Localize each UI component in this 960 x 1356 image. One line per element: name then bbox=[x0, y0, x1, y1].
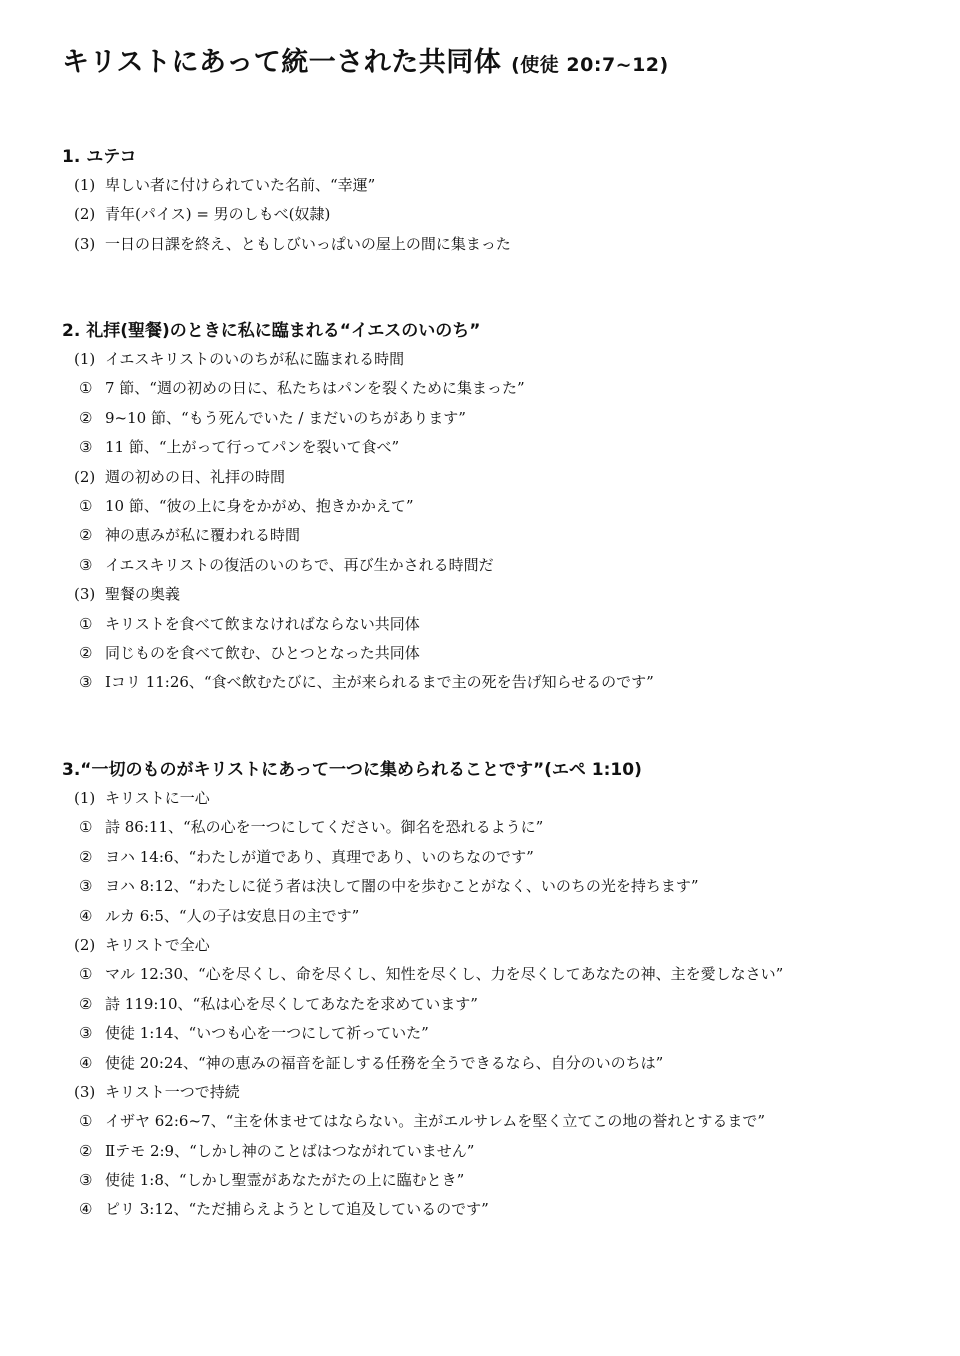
item-marker: ① bbox=[79, 965, 93, 984]
item-marker: ② bbox=[79, 1141, 93, 1160]
item-text: 9~10 節、“もう死んでいた / まだいのちがあります” bbox=[105, 408, 466, 427]
item-marker: ① bbox=[79, 818, 93, 837]
outline-point bbox=[62, 813, 920, 842]
item-marker: ① bbox=[79, 496, 93, 515]
item-text: マル 12:30、“心を尽くし、命を尽くし、知性を尽くし、力を尽くしてあなたの神、主を愛しなさい” bbox=[105, 965, 784, 984]
outline-subheading bbox=[62, 171, 920, 200]
item-marker: (3) bbox=[74, 1082, 96, 1101]
outline-point bbox=[62, 1019, 920, 1048]
item-marker: ② bbox=[79, 994, 93, 1013]
item-text: イエスキリストの復活のいのちで、再び生かされる時間だ bbox=[105, 555, 494, 574]
item-marker: (1) bbox=[74, 350, 96, 368]
outline-point bbox=[62, 374, 920, 403]
item-marker: (1) bbox=[74, 789, 96, 807]
item-text: ヨハ 14:6、“わたしが道であり、真理であり、いのちなのです” bbox=[105, 847, 534, 866]
outline-point bbox=[62, 639, 920, 668]
outline-point bbox=[62, 1195, 920, 1224]
section-1 bbox=[62, 143, 920, 259]
item-text: ピリ 3:12、“ただ捕らえようとして追及しているのです” bbox=[105, 1200, 489, 1219]
outline-subheading bbox=[62, 230, 920, 259]
item-text: 一日の日課を終え、ともしびいっぱいの屋上の間に集まった bbox=[105, 234, 511, 253]
outline-subheading bbox=[62, 200, 920, 229]
item-marker: (2) bbox=[74, 935, 96, 954]
item-text: キリストを食べて飲まなければならない共同体 bbox=[105, 614, 420, 633]
item-text: Ⅰコリ 11:26、“食べ飲むたびに、主が来られるまで主の死を告げ知らせるのです” bbox=[105, 673, 654, 692]
item-text: キリストで全心 bbox=[105, 935, 210, 954]
outline-subheading bbox=[62, 1078, 920, 1107]
item-marker: ① bbox=[79, 379, 93, 398]
outline-point bbox=[62, 551, 920, 580]
item-text: 11 節、“上がって行ってパンを裂いて食べ” bbox=[105, 438, 400, 457]
item-marker: (2) bbox=[74, 205, 96, 224]
item-marker: ③ bbox=[79, 877, 93, 896]
outline-subheading bbox=[62, 463, 920, 492]
item-marker: ② bbox=[79, 408, 93, 427]
outline-point bbox=[62, 610, 920, 639]
item-marker: ② bbox=[79, 847, 93, 866]
item-text: 卑しい者に付けられていた名前、“幸運” bbox=[105, 176, 376, 194]
item-marker: ② bbox=[79, 643, 93, 662]
outline-point bbox=[62, 1049, 920, 1078]
item-marker: (3) bbox=[74, 585, 96, 604]
outline-subheading bbox=[62, 931, 920, 960]
item-text: 青年(パイス) = 男のしもべ(奴隷) bbox=[105, 205, 331, 224]
item-marker: ④ bbox=[79, 906, 93, 925]
outline-point bbox=[62, 1166, 920, 1195]
item-marker: ① bbox=[79, 614, 93, 633]
item-text: 神の恵みが私に覆われる時間 bbox=[105, 526, 301, 545]
item-marker: ④ bbox=[79, 1053, 93, 1072]
item-marker: (1) bbox=[74, 176, 96, 194]
item-text: 使徒 20:24、“神の恵みの福音を証しする任務を全うできるなら、自分のいのちは” bbox=[105, 1053, 664, 1072]
outline-point bbox=[62, 872, 920, 901]
section-2 bbox=[62, 317, 920, 698]
outline-point bbox=[62, 1137, 920, 1166]
item-text: 同じものを食べて飲む、ひとつとなった共同体 bbox=[105, 643, 420, 662]
item-text: 10 節、“彼の上に身をかがめ、抱きかかえて” bbox=[105, 496, 414, 515]
outline-point bbox=[62, 521, 920, 550]
item-marker: ① bbox=[79, 1112, 93, 1131]
title-main: キリストにあって統一された共同体 bbox=[62, 47, 502, 78]
item-marker: (2) bbox=[74, 467, 96, 486]
outline-point bbox=[62, 960, 920, 989]
item-text: キリストに一心 bbox=[105, 789, 210, 807]
item-text: 詩 86:11、“私の心を一つにしてください。御名を恐れるように” bbox=[105, 818, 544, 837]
item-marker: ③ bbox=[79, 1171, 93, 1190]
item-marker: ③ bbox=[79, 438, 93, 457]
item-marker: ④ bbox=[79, 1200, 93, 1219]
item-text: キリスト一つで持続 bbox=[105, 1082, 240, 1101]
section-3 bbox=[62, 756, 920, 1225]
section-heading: 1. ユテコ bbox=[62, 147, 137, 167]
outline-point bbox=[62, 433, 920, 462]
outline-subheading bbox=[62, 345, 920, 374]
outline-subheading bbox=[62, 580, 920, 609]
item-text: 使徒 1:14、“いつも心を一つにして祈っていた” bbox=[105, 1024, 429, 1043]
item-marker: ③ bbox=[79, 555, 93, 574]
item-text: 詩 119:10、“私は心を尽くしてあなたを求めています” bbox=[105, 994, 478, 1013]
item-text: 使徒 1:8、“しかし聖霊があなたがたの上に臨むとき” bbox=[105, 1171, 465, 1190]
outline-point bbox=[62, 668, 920, 697]
outline-subheading bbox=[62, 784, 920, 813]
outline-point bbox=[62, 843, 920, 872]
item-marker: ③ bbox=[79, 1024, 93, 1043]
outline-point bbox=[62, 404, 920, 433]
item-text: イエスキリストのいのちが私に臨まれる時間 bbox=[105, 350, 405, 368]
item-marker: ③ bbox=[79, 673, 93, 692]
outline-point bbox=[62, 990, 920, 1019]
item-text: イザヤ 62:6~7、“主を休ませてはならない。主がエルサレムを堅く立てこの地の誉れとするまで” bbox=[105, 1112, 766, 1131]
section-heading: 2. 礼拝(聖餐)のときに私に臨まれる“イエスのいのち” bbox=[62, 321, 481, 341]
item-text: ルカ 6:5、“人の子は安息日の主です” bbox=[105, 906, 360, 925]
item-text: 聖餐の奥義 bbox=[105, 585, 181, 604]
item-marker: (3) bbox=[74, 234, 96, 253]
item-text: Ⅱテモ 2:9、“しかし神のことばはつながれていません” bbox=[105, 1141, 475, 1160]
title-scripture-reference: (使徒 20:7~12) bbox=[511, 54, 669, 76]
item-text: 週の初めの日、礼拝の時間 bbox=[105, 467, 286, 486]
outline-point bbox=[62, 902, 920, 931]
outline-point bbox=[62, 1107, 920, 1136]
item-text: ヨハ 8:12、“わたしに従う者は決して闇の中を歩むことがなく、いのちの光を持ちます” bbox=[105, 877, 699, 896]
section-heading: 3.“一切のものがキリストにあって一つに集められることです”(エペ 1:10) bbox=[62, 760, 642, 780]
page-title bbox=[62, 40, 669, 79]
outline-point bbox=[62, 492, 920, 521]
item-text: 7 節、“週の初めの日に、私たちはパンを裂くために集まった” bbox=[105, 379, 525, 398]
item-marker: ② bbox=[79, 526, 93, 545]
